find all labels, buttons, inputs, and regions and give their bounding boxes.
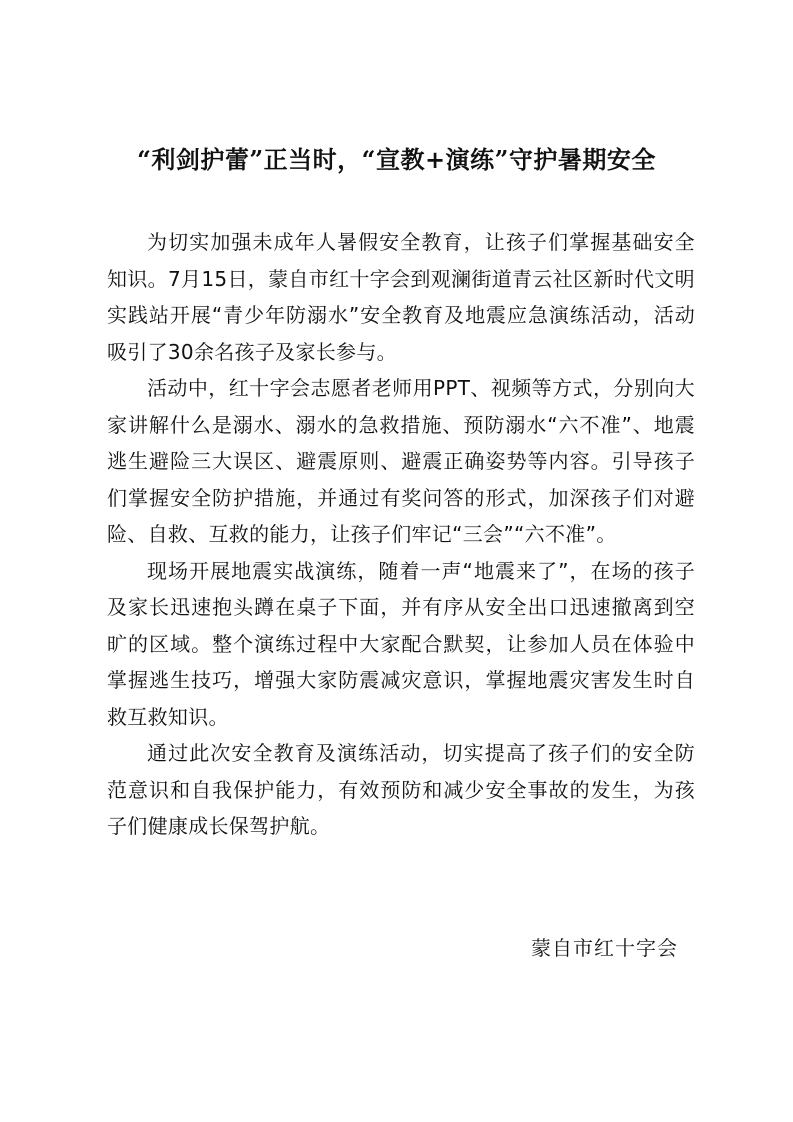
paragraph-conclusion: 通过此次安全教育及演练活动，切实提高了孩子们的安全防范意识和自我保护能力，有效预防和减少安全事故的发生，为孩子们健康成长保驾护航。 <box>107 741 695 838</box>
document-body <box>107 224 695 845</box>
paragraph-intro: 为切实加强未成年人暑假安全教育，让孩子们掌握基础安全知识。7月15日，蒙自市红十字会到观澜街道青云社区新时代文明实践站开展“青少年防溺水”安全教育及地震应急演练活动，活动吸引了30余名孩子及家长参与。 <box>107 230 695 364</box>
document-title: “利剑护蕾”正当时，“宣教+演练”守护暑期安全 <box>137 145 656 174</box>
paragraph-drill: 现场开展地震实战演练，随着一声“地震来了”，在场的孩子及家长迅速抱头蹲在桌子下面，并有序从安全出口迅速撤离到空旷的区域。整个演练过程中大家配合默契，让参加人员在体验中掌握逃生技巧，增强大家防震减灾意识，掌握地震灾害发生时自救互救知识。 <box>107 558 695 729</box>
paragraph-activity: 活动中，红十字会志愿者老师用PPT、视频等方式，分别向大家讲解什么是溺水、溺水的急救措施、预防溺水“六不准”、地震逃生避险三大误区、避震原则、避震正确姿势等内容。引导孩子们掌握安全防护措施，并通过有奖问答的形式，加深孩子们对避险、自救、互救的能力，让孩子们牢记“三会”“六不准”。 <box>107 376 695 546</box>
document-signature: 蒙自市红十字会 <box>531 936 678 960</box>
